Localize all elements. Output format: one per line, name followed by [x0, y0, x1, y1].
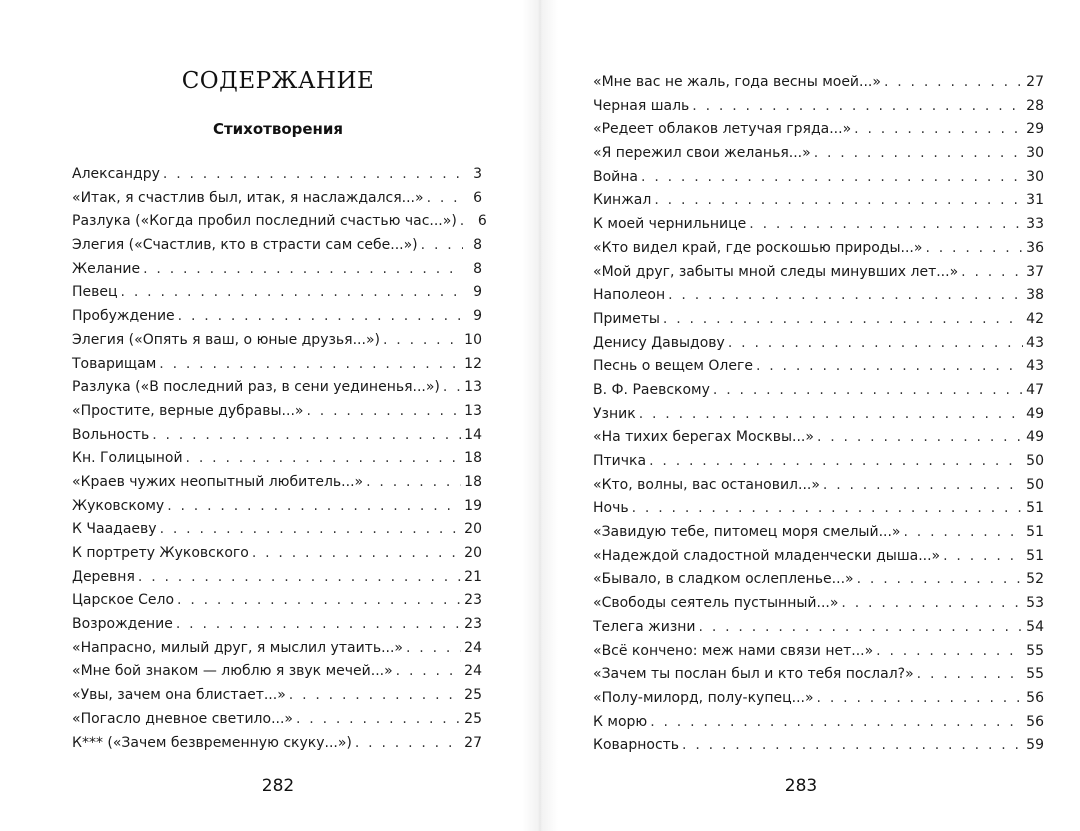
toc-entry-title: Черная шаль [593, 97, 690, 114]
dot-leader [383, 329, 461, 353]
dot-leader [355, 732, 461, 756]
toc-entry-page: 29 [1026, 121, 1044, 138]
dot-leader [443, 376, 461, 400]
dot-leader [756, 355, 1023, 379]
toc-entry [593, 592, 1044, 616]
dot-leader [121, 281, 463, 305]
toc-entry-title: Кинжал [593, 192, 652, 209]
dot-leader [160, 518, 462, 542]
toc-entry-page: 27 [1026, 74, 1044, 90]
toc-entry-title: «Мне бой знаком — люблю я звук мечей...» [72, 663, 393, 680]
toc-entry [72, 660, 482, 684]
toc-entry [593, 379, 1044, 403]
toc-entry [72, 376, 482, 400]
dot-leader [163, 163, 463, 187]
toc-entry [72, 708, 482, 732]
toc-entry-title: «Свободы сеятель пустынный...» [593, 595, 839, 612]
toc-entry-title: Война [593, 168, 639, 185]
toc-entry-title: К моей чернильнице [593, 216, 747, 233]
toc-entry-title: «Бывало, в сладком ослепленье...» [593, 571, 854, 588]
toc-entry-page: 20 [464, 521, 482, 538]
toc-entry [593, 450, 1044, 474]
toc-entry [72, 637, 482, 661]
toc-entry [593, 403, 1044, 427]
dot-leader [749, 213, 1023, 237]
toc-entry-page: 14 [464, 426, 482, 443]
toc-entry-title: Певец [72, 284, 118, 301]
toc-entry-title: «Редеет облаков летучая гряда...» [593, 121, 852, 138]
toc-entry-page: 25 [464, 687, 482, 704]
section-heading-poems: Стихотворения [212, 120, 344, 138]
toc-entry-title: «Напрасно, милый друг, я мыслил утаить...» [72, 639, 403, 656]
toc-entry-title: «На тихих берегах Москвы...» [593, 429, 814, 446]
toc-entry-page: 9 [473, 284, 482, 301]
dot-leader [632, 497, 1024, 521]
toc-entry-title: «Простите, верные дубравы...» [72, 402, 304, 419]
toc-entry-page: 43 [1026, 334, 1044, 351]
toc-entry-page: 24 [464, 639, 482, 656]
toc-entry-page: 55 [1026, 642, 1044, 659]
toc-entry [72, 518, 482, 542]
dot-leader [654, 189, 1023, 213]
dot-leader [663, 308, 1023, 332]
toc-entry [593, 687, 1044, 711]
dot-leader [728, 332, 1023, 356]
toc-entry-title: Денису Давыдову [593, 334, 725, 351]
toc-entry [72, 684, 482, 708]
toc-entry-page: 43 [1026, 358, 1044, 375]
toc-entry [72, 258, 482, 282]
toc-entry-page: 10 [464, 331, 482, 348]
toc-entry-page: 23 [464, 616, 482, 633]
toc-entry-title: Царское Село [72, 592, 175, 609]
toc-entry-page: 49 [1026, 429, 1044, 446]
toc-entry-title: К морю [593, 713, 648, 730]
toc-entry-title: «Завидую тебе, питомец моря смелый...» [593, 524, 901, 541]
toc-entry-title: «Мне вас не жаль, года весны моей...» [593, 74, 881, 90]
toc-entry-page: 13 [464, 402, 482, 419]
toc-entry [593, 142, 1044, 166]
toc-entry [593, 118, 1044, 142]
toc-entry [72, 353, 482, 377]
dot-leader [366, 471, 461, 495]
dot-leader [876, 640, 1023, 664]
toc-entry-page: 19 [464, 497, 482, 514]
dot-leader [306, 400, 461, 424]
dot-leader [817, 426, 1023, 450]
toc-entry [593, 663, 1044, 687]
toc-entry [72, 305, 482, 329]
dot-leader [138, 566, 461, 590]
toc-entry-page: 8 [473, 237, 482, 254]
toc-entry-title: «Погасло дневное светило...» [72, 710, 293, 727]
toc-entry-page: 9 [473, 308, 482, 325]
dot-leader [289, 684, 461, 708]
toc-entry-page: 3 [473, 166, 482, 182]
toc-entry-title: «Я пережил свои желанья...» [593, 145, 811, 162]
toc-entry-title: Товарищам [72, 355, 157, 372]
toc-entry-title: Приметы [593, 310, 660, 327]
toc-entry-title: «Мой друг, забыты мной следы минувших лет...» [593, 263, 959, 280]
dot-leader [406, 637, 461, 661]
toc-entry-title: К портрету Жуковского [72, 545, 249, 561]
dot-leader [650, 711, 1023, 735]
toc-entry-title: Разлука («В последний раз, в сени уединенья...») [72, 379, 440, 396]
dot-leader [668, 284, 1023, 308]
toc-entry-title: Птичка [593, 453, 647, 469]
dot-leader [460, 210, 468, 234]
dot-leader [713, 379, 1023, 403]
toc-entry-page: 30 [1026, 145, 1044, 162]
dot-leader [854, 118, 1023, 142]
page-number-right: 283 [784, 776, 818, 796]
dot-leader [143, 258, 463, 282]
toc-entry [593, 332, 1044, 356]
toc-entry [72, 234, 482, 258]
toc-entry-page: 6 [473, 189, 482, 206]
toc-entry [593, 711, 1044, 735]
dot-leader [427, 187, 463, 211]
toc-entry-page: 50 [1026, 453, 1044, 469]
toc-entry [72, 495, 482, 519]
toc-entry-title: Возрождение [72, 616, 173, 633]
dot-leader [178, 305, 463, 329]
toc-entry [72, 471, 482, 495]
toc-entry-page: 37 [1026, 263, 1044, 280]
dot-leader [943, 545, 1023, 569]
toc-entry-title: «Итак, я счастлив был, итак, я наслаждался...» [72, 189, 424, 206]
toc-entry [593, 474, 1044, 498]
toc-entry [72, 163, 482, 187]
dot-leader [167, 495, 461, 519]
toc-entry-title: «Краев чужих неопытный любитель...» [72, 473, 364, 490]
toc-entry [72, 281, 482, 305]
dot-leader [296, 708, 461, 732]
toc-entry-page: 51 [1026, 547, 1044, 564]
toc-entry-page: 28 [1026, 97, 1044, 114]
toc-entry-page: 25 [464, 710, 482, 727]
toc-entry-page: 13 [464, 379, 482, 396]
toc-entry-page: 20 [464, 545, 482, 561]
toc-entry-page: 56 [1026, 689, 1044, 706]
dot-leader [925, 237, 1023, 261]
toc-entry-title: В. Ф. Раевскому [593, 381, 710, 398]
toc-entry-title: «Зачем ты послан был и кто тебя послал?» [593, 666, 914, 683]
dot-leader [884, 71, 1023, 95]
toc-entry-title: «Полу-милорд, полу-купец...» [593, 689, 814, 706]
toc-entry [593, 545, 1044, 569]
dot-leader [252, 542, 461, 566]
toc-entry [593, 95, 1044, 119]
toc-entry-page: 47 [1026, 381, 1044, 398]
toc-entry [593, 71, 1044, 95]
toc-entry-page: 18 [464, 450, 482, 467]
dot-leader [699, 616, 1024, 640]
toc-entry-page: 31 [1026, 192, 1044, 209]
toc-entry-title: Жуковскому [72, 497, 165, 514]
toc-entry-page: 8 [473, 260, 482, 277]
toc-entry [72, 732, 482, 756]
toc-entry-title: Телега жизни [593, 618, 696, 635]
toc-entry [593, 521, 1044, 545]
dot-leader [904, 521, 1024, 545]
toc-entry-title: Песнь о вещем Олеге [593, 358, 753, 375]
dot-leader [823, 474, 1023, 498]
toc-entry [593, 616, 1044, 640]
dot-leader [177, 589, 461, 613]
dot-leader [641, 166, 1023, 190]
toc-entry [72, 329, 482, 353]
toc-entry-title: К*** («Зачем безвременную скуку...») [72, 734, 352, 751]
toc-entry [72, 613, 482, 637]
dot-leader [396, 660, 462, 684]
dot-leader [176, 613, 461, 637]
toc-entry-page: 27 [464, 734, 482, 751]
dot-leader [841, 592, 1023, 616]
toc-entry [72, 542, 482, 566]
dot-leader [682, 734, 1023, 758]
toc-entry-page: 23 [464, 592, 482, 609]
toc-entry-page: 50 [1026, 476, 1044, 493]
toc-entry-title: К Чаадаеву [72, 521, 157, 538]
toc-entry-title: Александру [72, 166, 160, 182]
toc-entry [593, 213, 1044, 237]
right-page [540, 0, 1080, 831]
dot-leader [186, 447, 462, 471]
toc-entry-page: 49 [1026, 405, 1044, 422]
toc-list-left [72, 163, 487, 755]
toc-entry-page: 59 [1026, 737, 1044, 754]
toc-list-right [593, 71, 1044, 758]
toc-entry-title: «Кто видел край, где роскошью природы...» [593, 239, 923, 256]
dot-leader [152, 424, 461, 448]
toc-entry [72, 447, 482, 471]
toc-entry [72, 187, 482, 211]
dot-leader [814, 142, 1023, 166]
dot-leader [421, 234, 463, 258]
toc-entry-page: 6 [477, 213, 487, 230]
toc-entry-page: 12 [464, 355, 482, 372]
toc-entry-page: 33 [1026, 216, 1044, 233]
toc-entry-page: 18 [464, 473, 482, 490]
toc-entry-title: Ночь [593, 500, 629, 517]
toc-entry-title: «Увы, зачем она блистает...» [72, 687, 286, 704]
toc-entry [72, 424, 482, 448]
toc-entry-page: 51 [1026, 524, 1044, 541]
toc-entry [593, 426, 1044, 450]
toc-entry-page: 42 [1026, 310, 1044, 327]
dot-leader [817, 687, 1024, 711]
toc-entry [593, 261, 1044, 285]
toc-entry-title: Элегия («Счастлив, кто в страсти сам себе...») [72, 237, 418, 254]
page-number-left: 282 [261, 776, 295, 796]
toc-entry-title: Разлука («Когда пробил последний счастью час...») [72, 213, 457, 230]
toc-entry-page: 51 [1026, 500, 1044, 517]
toc-entry-title: «Всё кончено: меж нами связи нет...» [593, 642, 874, 659]
toc-entry [72, 589, 482, 613]
toc-entry [593, 189, 1044, 213]
toc-entry-page: 53 [1026, 595, 1044, 612]
dot-leader [159, 353, 461, 377]
toc-entry-title: «Надеждой сладостной младенчески дыша...» [593, 547, 941, 564]
dot-leader [639, 403, 1023, 427]
toc-entry [72, 400, 482, 424]
dot-leader [961, 261, 1023, 285]
toc-entry [593, 355, 1044, 379]
toc-entry [593, 166, 1044, 190]
toc-entry-title: Пробуждение [72, 308, 175, 325]
toc-entry-title: Коварность [593, 737, 680, 754]
toc-entry-title: Элегия («Опять я ваш, о юные друзья...») [72, 331, 380, 348]
toc-entry-page: 52 [1026, 571, 1044, 588]
toc-entry-title: Вольность [72, 426, 150, 443]
contents-heading: СОДЕРЖАНИЕ [181, 68, 375, 94]
toc-entry-page: 54 [1026, 618, 1044, 635]
toc-entry-title: Деревня [72, 568, 135, 585]
toc-entry-title: «Кто, волны, вас остановил...» [593, 476, 820, 493]
toc-entry-page: 55 [1026, 666, 1044, 683]
toc-entry [593, 497, 1044, 521]
toc-entry [593, 734, 1044, 758]
dot-leader [917, 663, 1024, 687]
toc-entry-title: Желание [72, 260, 141, 277]
toc-entry-page: 21 [464, 568, 482, 585]
dot-leader [857, 568, 1024, 592]
toc-entry-page: 56 [1026, 713, 1044, 730]
toc-entry-page: 24 [464, 663, 482, 680]
toc-entry-page: 38 [1026, 287, 1044, 304]
toc-entry-title: Кн. Голицыной [72, 450, 183, 467]
toc-entry [72, 566, 482, 590]
toc-entry-title: Узник [593, 405, 636, 422]
dot-leader [649, 450, 1023, 474]
toc-entry [593, 640, 1044, 664]
toc-entry [593, 308, 1044, 332]
toc-entry-page: 30 [1026, 168, 1044, 185]
toc-entry-page: 36 [1026, 239, 1044, 256]
toc-entry [593, 284, 1044, 308]
toc-entry [593, 568, 1044, 592]
toc-entry [593, 237, 1044, 261]
toc-entry [72, 210, 487, 234]
toc-entry-title: Наполеон [593, 287, 666, 304]
dot-leader [692, 95, 1023, 119]
